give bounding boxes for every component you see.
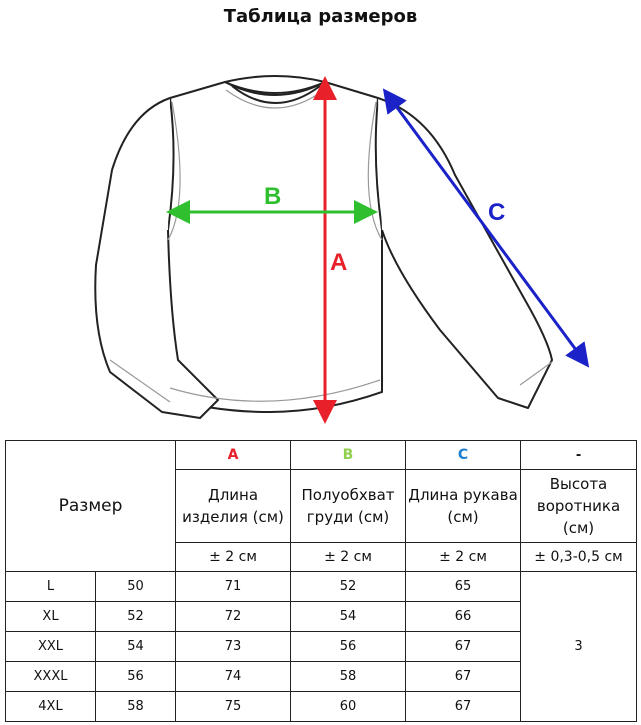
col-collar-letter: - (521, 441, 637, 470)
col-b-name: Полуобхват груди (см) (291, 470, 406, 543)
ru-size-cell: 56 (96, 662, 176, 692)
chest-cell: 60 (291, 692, 406, 722)
col-collar-tolerance: ± 0,3-0,5 см (521, 543, 637, 572)
sleeve-cell: 67 (406, 692, 521, 722)
length-cell: 72 (176, 602, 291, 632)
sleeve-cell: 66 (406, 602, 521, 632)
col-a-letter: A (176, 441, 291, 470)
ru-size-cell: 52 (96, 602, 176, 632)
label-a: A (330, 249, 348, 276)
ru-size-cell: 54 (96, 632, 176, 662)
ru-size-cell: 58 (96, 692, 176, 722)
label-b: B (264, 183, 282, 210)
size-cell: 4XL (6, 692, 96, 722)
chest-cell: 54 (291, 602, 406, 632)
table-row (6, 572, 637, 602)
size-header: Размер (6, 441, 176, 572)
length-cell: 74 (176, 662, 291, 692)
ru-size-cell: 50 (96, 572, 176, 602)
sleeve-cell: 67 (406, 632, 521, 662)
size-cell: XXL (6, 632, 96, 662)
length-cell: 71 (176, 572, 291, 602)
page-title: Таблица размеров (223, 6, 418, 27)
length-cell: 73 (176, 632, 291, 662)
col-c-name: Длина рукава (см) (406, 470, 521, 543)
size-cell: XL (6, 602, 96, 632)
size-table (5, 440, 637, 722)
collar-cell: 3 (521, 572, 637, 722)
size-cell: L (6, 572, 96, 602)
col-a-name: Длина изделия (см) (176, 470, 291, 543)
chest-cell: 56 (291, 632, 406, 662)
col-c-letter: C (406, 441, 521, 470)
size-cell: XXXL (6, 662, 96, 692)
col-b-letter: B (291, 441, 406, 470)
col-c-tolerance: ± 2 см (406, 543, 521, 572)
length-cell: 75 (176, 692, 291, 722)
col-b-tolerance: ± 2 см (291, 543, 406, 572)
label-c: C (488, 199, 506, 226)
sweatshirt-diagram (0, 30, 641, 435)
chest-cell: 52 (291, 572, 406, 602)
chest-cell: 58 (291, 662, 406, 692)
col-collar-name: Высота воротника (см) (521, 470, 637, 543)
sleeve-cell: 67 (406, 662, 521, 692)
sleeve-cell: 65 (406, 572, 521, 602)
col-a-tolerance: ± 2 см (176, 543, 291, 572)
